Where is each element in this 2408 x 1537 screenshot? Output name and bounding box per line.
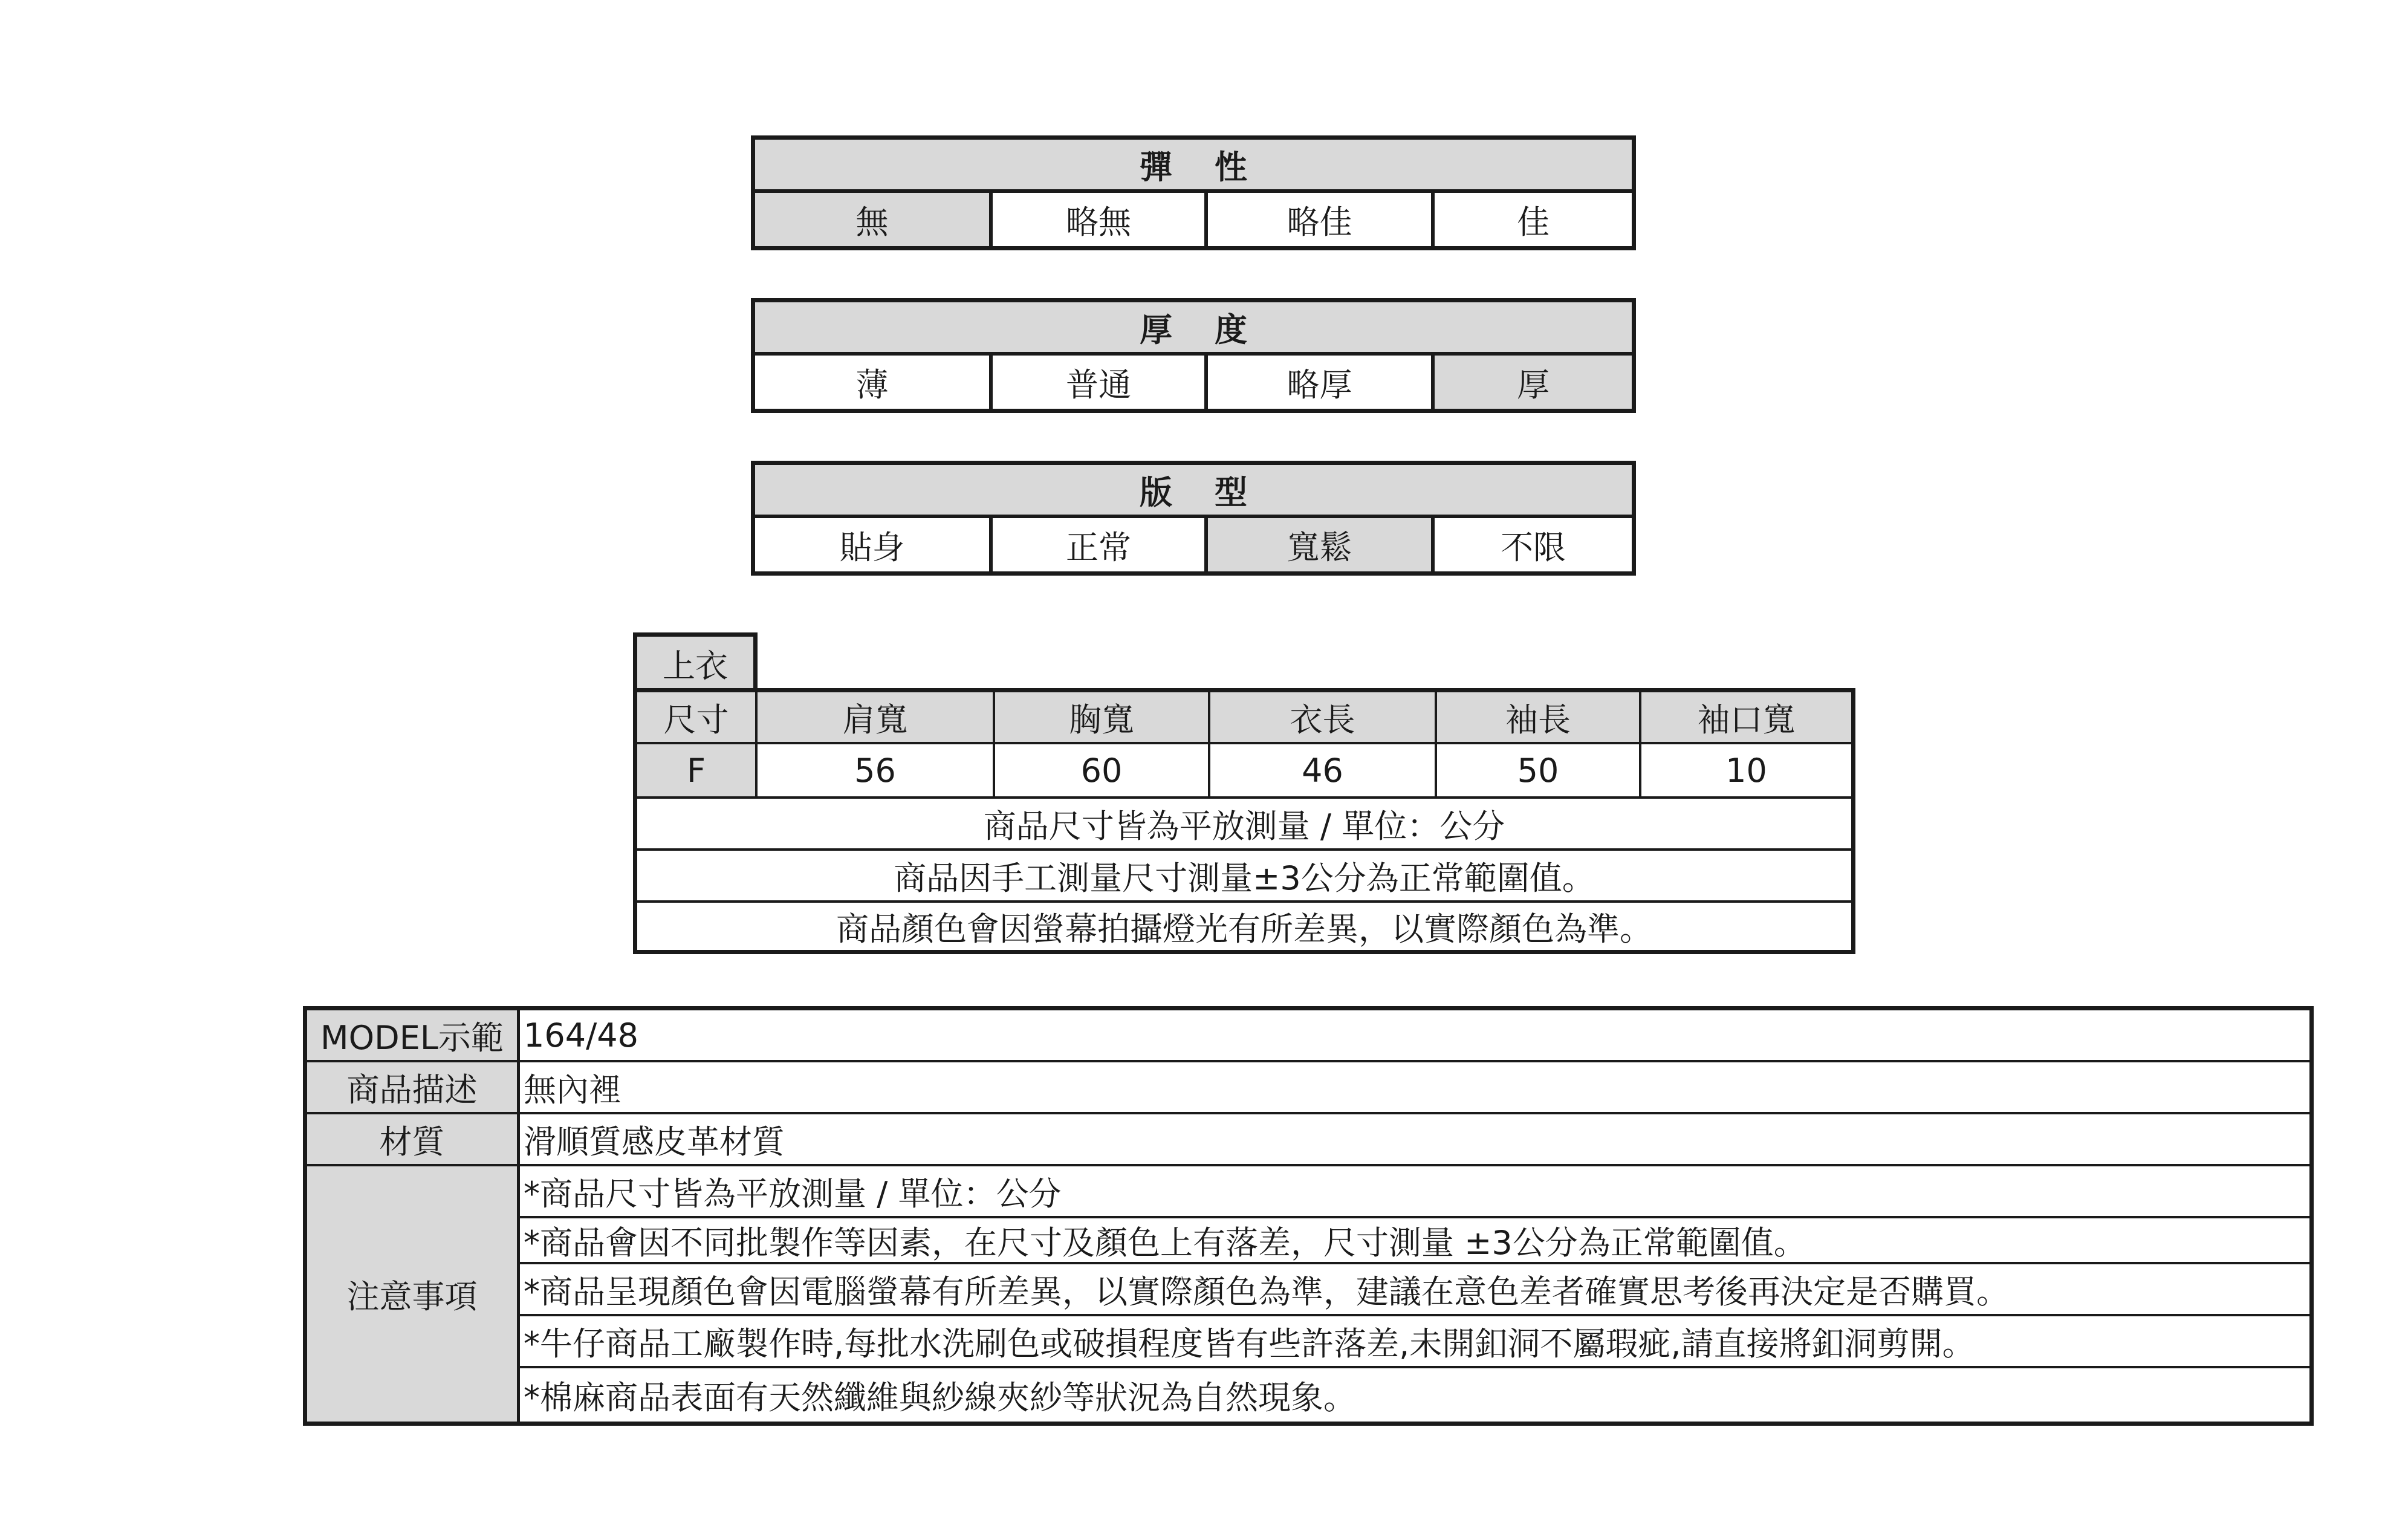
thickness-title: 厚度: [755, 302, 1632, 356]
fit-option-slim: 貼身: [755, 518, 993, 571]
notice-label: 注意事項: [307, 1166, 520, 1422]
notice-item: *牛仔商品工廠製作時,每批水洗刷色或破損程度皆有些許落差,未開釦洞不屬瑕疵,請直接將釦洞剪開。: [520, 1316, 2309, 1368]
header-shoulder-width: 肩寬: [758, 692, 995, 742]
material-label: 材質: [307, 1114, 520, 1166]
elasticity-option-slight-good: 略佳: [1208, 193, 1435, 246]
size-chart-row: [637, 744, 1851, 796]
size-chart-header-row: [637, 692, 1851, 744]
fit-title: 版型: [755, 465, 1632, 518]
cell-sleeve-length: 50: [1437, 744, 1641, 796]
elasticity-title: 彈性: [755, 140, 1632, 193]
elasticity-option-good: 佳: [1435, 193, 1632, 246]
header-length: 衣長: [1210, 692, 1437, 742]
size-chart-category: 上衣: [633, 632, 758, 690]
cell-cuff-width: 10: [1725, 751, 1767, 790]
elasticity-option-slight-none: 略無: [993, 193, 1208, 246]
size-note-tolerance: 商品因手工測量尺寸測量±3公分為正常範圍值。: [637, 848, 1851, 900]
material-value: 滑順質感皮革材質: [520, 1114, 2309, 1166]
notice-item: *商品呈現顏色會因電腦螢幕有所差異，以實際顏色為準，建議在意色差者確實思考後再決定是否購買。: [520, 1264, 2309, 1316]
thickness-table: [751, 298, 1636, 413]
notice-item: *商品會因不同批製作等因素，在尺寸及顏色上有落差，尺寸測量 ±3公分為正常範圍值。: [520, 1218, 2309, 1264]
fit-option-loose: 寬鬆: [1208, 518, 1435, 571]
thickness-option-thin: 薄: [755, 356, 993, 409]
model-value: 164/48: [520, 1010, 2309, 1062]
product-info-table: [303, 1006, 2314, 1426]
cell-shoulder-width: 56: [758, 744, 995, 796]
header-cuff-width: 袖口寬: [1641, 692, 1851, 742]
fit-option-regular: 正常: [993, 518, 1208, 571]
notice-item: *棉麻商品表面有天然纖維與紗線夾紗等狀況為自然現象。: [524, 1378, 1356, 1417]
fit-table: [751, 461, 1636, 576]
elasticity-table: [751, 135, 1636, 250]
cell-length: 46: [1210, 744, 1437, 796]
notice-item: *商品尺寸皆為平放測量 / 單位：公分: [520, 1166, 2309, 1218]
description-label: 商品描述: [307, 1062, 520, 1114]
cell-chest-width: 60: [995, 744, 1210, 796]
header-chest-width: 胸寬: [995, 692, 1210, 742]
fit-option-any: 不限: [1435, 518, 1632, 571]
cell-size: F: [637, 744, 758, 796]
model-label: MODEL示範: [307, 1010, 520, 1062]
header-size: 尺寸: [637, 692, 758, 742]
thickness-option-normal: 普通: [993, 356, 1208, 409]
elasticity-option-none: 無: [755, 193, 993, 246]
size-chart-table: [633, 688, 1855, 954]
header-sleeve-length: 袖長: [1437, 692, 1641, 742]
thickness-option-slight-thick: 略厚: [1208, 356, 1435, 409]
description-value: 無內裡: [520, 1062, 2309, 1114]
thickness-option-thick: 厚: [1435, 356, 1632, 409]
size-note-measure: 商品尺寸皆為平放測量 / 單位：公分: [637, 796, 1851, 848]
size-note-color: 商品顏色會因螢幕拍攝燈光有所差異，以實際顏色為準。: [637, 900, 1851, 950]
